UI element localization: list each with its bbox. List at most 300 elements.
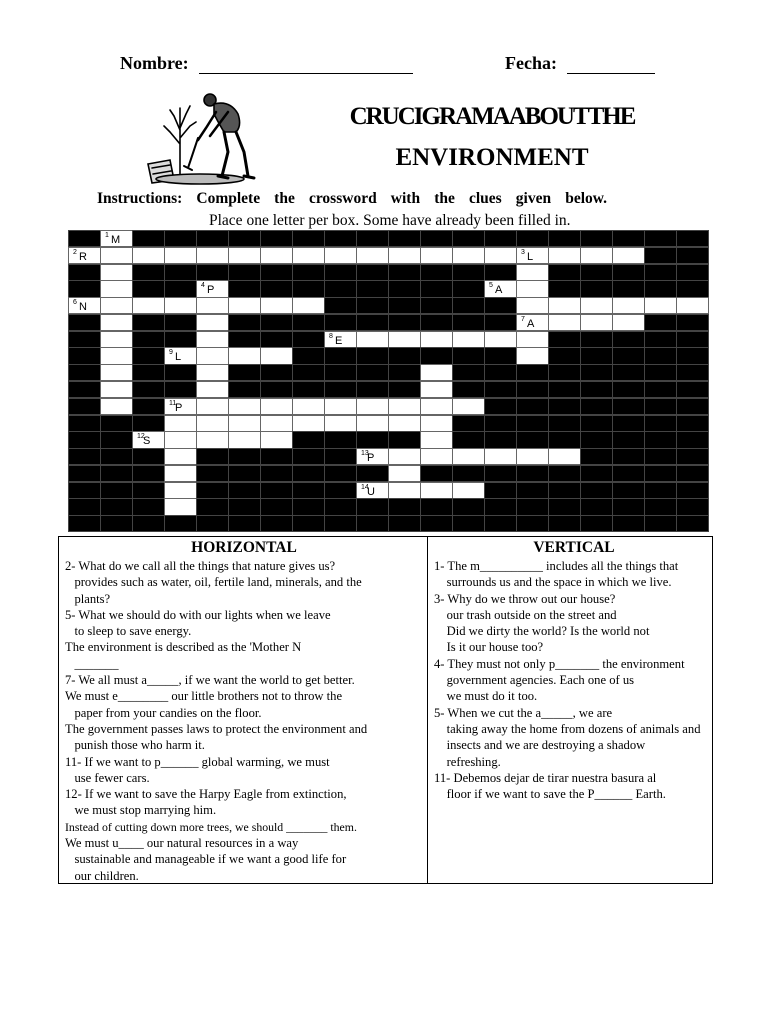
crossword-block (516, 398, 549, 415)
crossword-cell[interactable] (164, 347, 197, 364)
crossword-block (196, 465, 229, 482)
crossword-cell[interactable] (164, 431, 197, 448)
crossword-block (68, 280, 101, 297)
crossword-cell[interactable] (420, 448, 453, 465)
vertical-heading: VERTICAL (533, 539, 615, 556)
crossword-block (292, 515, 325, 532)
crossword-block (580, 415, 613, 432)
crossword-block (292, 280, 325, 297)
clue-number: 13 (361, 450, 369, 458)
crossword-cell[interactable] (260, 297, 293, 314)
crossword-block (68, 431, 101, 448)
crossword-cell[interactable] (516, 331, 549, 348)
crossword-block (644, 364, 677, 381)
crossword-block (516, 230, 549, 247)
crossword-cell[interactable] (516, 280, 549, 297)
crossword-block (132, 482, 165, 499)
crossword-cell[interactable] (548, 297, 581, 314)
crossword-block (420, 465, 453, 482)
crossword-block (420, 230, 453, 247)
crossword-block (292, 364, 325, 381)
crossword-block (292, 448, 325, 465)
crossword-block (580, 498, 613, 515)
crossword-cell[interactable] (100, 230, 133, 247)
crossword-cell[interactable] (452, 247, 485, 264)
crossword-block (100, 482, 133, 499)
crossword-cell[interactable] (196, 415, 229, 432)
crossword-block (324, 381, 357, 398)
crossword-cell[interactable] (100, 280, 133, 297)
crossword-block (292, 431, 325, 448)
crossword-cell[interactable] (164, 498, 197, 515)
crossword-cell[interactable] (388, 398, 421, 415)
date-label: Fecha: (505, 53, 557, 73)
prefilled-letter: S (143, 435, 151, 448)
crossword-block (676, 331, 709, 348)
crossword-cell[interactable] (580, 247, 613, 264)
crossword-block (612, 465, 645, 482)
crossword-block (100, 515, 133, 532)
name-blank-line[interactable] (199, 73, 413, 74)
crossword-cell[interactable] (324, 398, 357, 415)
crossword-block (356, 314, 389, 331)
crossword-block (612, 264, 645, 281)
crossword-cell[interactable] (388, 482, 421, 499)
crossword-cell[interactable] (100, 381, 133, 398)
crossword-cell[interactable] (100, 297, 133, 314)
crossword-cell[interactable] (292, 247, 325, 264)
horizontal-clue-line: to sleep to save energy. (65, 624, 192, 639)
crossword-block (260, 331, 293, 348)
crossword-cell[interactable] (292, 297, 325, 314)
crossword-block (676, 465, 709, 482)
crossword-cell[interactable] (164, 482, 197, 499)
crossword-cell[interactable] (484, 331, 517, 348)
crossword-block (452, 280, 485, 297)
clue-number: 3 (521, 248, 525, 256)
crossword-block (356, 230, 389, 247)
crossword-block (388, 498, 421, 515)
crossword-block (132, 364, 165, 381)
crossword-block (676, 515, 709, 532)
crossword-block (324, 280, 357, 297)
crossword-block (676, 415, 709, 432)
crossword-block (484, 364, 517, 381)
crossword-block (388, 381, 421, 398)
crossword-block (68, 264, 101, 281)
crossword-block (612, 347, 645, 364)
crossword-cell[interactable] (196, 331, 229, 348)
prefilled-letter: U (367, 485, 375, 498)
crossword-cell[interactable] (196, 297, 229, 314)
crossword-block (484, 398, 517, 415)
crossword-block (612, 482, 645, 499)
prefilled-letter: P (367, 452, 375, 465)
crossword-block (644, 415, 677, 432)
crossword-block (292, 498, 325, 515)
crossword-cell[interactable] (612, 297, 645, 314)
crossword-cell[interactable] (260, 347, 293, 364)
clues-table (58, 536, 713, 884)
crossword-cell[interactable] (548, 247, 581, 264)
title-line-1: CRUCIGRAMAABOUTTHE (349, 103, 635, 130)
crossword-block (68, 314, 101, 331)
crossword-cell[interactable] (516, 314, 549, 331)
crossword-cell[interactable] (356, 482, 389, 499)
crossword-cell[interactable] (516, 347, 549, 364)
crossword-cell[interactable] (164, 247, 197, 264)
crossword-cell[interactable] (388, 415, 421, 432)
crossword-cell[interactable] (132, 297, 165, 314)
crossword-block (388, 264, 421, 281)
crossword-cell[interactable] (356, 247, 389, 264)
crossword-block (292, 465, 325, 482)
crossword-block (548, 398, 581, 415)
crossword-block (676, 482, 709, 499)
crossword-cell[interactable] (612, 314, 645, 331)
crossword-cell[interactable] (516, 448, 549, 465)
crossword-block (260, 482, 293, 499)
crossword-block (388, 515, 421, 532)
crossword-block (164, 314, 197, 331)
prefilled-letter: P (207, 284, 215, 297)
crossword-block (292, 230, 325, 247)
crossword-cell[interactable] (196, 364, 229, 381)
crossword-block (132, 498, 165, 515)
crossword-block (260, 364, 293, 381)
crossword-block (452, 498, 485, 515)
crossword-block (484, 264, 517, 281)
crossword-cell[interactable] (164, 398, 197, 415)
crossword-block (676, 264, 709, 281)
crossword-block (420, 347, 453, 364)
clue-number: 5 (489, 282, 493, 290)
crossword-cell[interactable] (260, 247, 293, 264)
crossword-cell[interactable] (516, 297, 549, 314)
crossword-cell[interactable] (388, 331, 421, 348)
crossword-block (580, 482, 613, 499)
crossword-block (260, 515, 293, 532)
crossword-block (644, 398, 677, 415)
crossword-block (388, 297, 421, 314)
crossword-block (516, 515, 549, 532)
crossword-cell[interactable] (580, 314, 613, 331)
crossword-cell[interactable] (420, 381, 453, 398)
page-title (322, 96, 662, 178)
crossword-cell[interactable] (100, 247, 133, 264)
crossword-cell[interactable] (612, 247, 645, 264)
crossword-cell[interactable] (260, 398, 293, 415)
crossword-cell[interactable] (548, 448, 581, 465)
crossword-cell[interactable] (196, 398, 229, 415)
crossword-block (100, 498, 133, 515)
crossword-block (644, 381, 677, 398)
crossword-cell[interactable] (548, 314, 581, 331)
crossword-cell[interactable] (420, 398, 453, 415)
crossword-grid (68, 230, 708, 532)
horizontal-clue-line: 5- What we should do with our lights when we leave (65, 607, 331, 622)
crossword-block (420, 498, 453, 515)
crossword-cell[interactable] (196, 381, 229, 398)
crossword-block (612, 398, 645, 415)
crossword-block (548, 465, 581, 482)
crossword-block (164, 230, 197, 247)
crossword-cell[interactable] (196, 247, 229, 264)
crossword-block (132, 347, 165, 364)
crossword-cell[interactable] (484, 247, 517, 264)
crossword-block (356, 515, 389, 532)
crossword-cell[interactable] (452, 482, 485, 499)
name-label: Nombre: (120, 53, 189, 73)
crossword-block (292, 347, 325, 364)
crossword-cell[interactable] (196, 347, 229, 364)
crossword-block (644, 515, 677, 532)
crossword-block (228, 280, 261, 297)
horizontal-clue-line: The environment is described as the 'Mother N (65, 640, 302, 655)
crossword-block (644, 431, 677, 448)
crossword-cell[interactable] (580, 297, 613, 314)
crossword-block (132, 314, 165, 331)
clue-number: 1 (105, 232, 109, 239)
clue-number: 6 (73, 299, 77, 307)
crossword-block (324, 515, 357, 532)
crossword-block (580, 347, 613, 364)
prefilled-letter: N (79, 301, 87, 314)
crossword-cell[interactable] (420, 415, 453, 432)
crossword-cell[interactable] (196, 280, 229, 297)
clue-number: 9 (169, 349, 173, 357)
crossword-cell[interactable] (420, 431, 453, 448)
vertical-clue-line: taking away the home from dozens of animals and (434, 721, 701, 736)
crossword-cell[interactable] (260, 431, 293, 448)
crossword-cell[interactable] (324, 415, 357, 432)
crossword-block (260, 498, 293, 515)
crossword-block (516, 415, 549, 432)
crossword-block (68, 347, 101, 364)
crossword-block (196, 264, 229, 281)
prefilled-letter: L (527, 250, 534, 263)
crossword-cell[interactable] (196, 314, 229, 331)
crossword-block (228, 381, 261, 398)
crossword-block (644, 498, 677, 515)
crossword-cell[interactable] (100, 398, 133, 415)
crossword-block (196, 515, 229, 532)
crossword-block (132, 415, 165, 432)
crossword-cell[interactable] (324, 247, 357, 264)
horizontal-clue-line: We must e________ our little brothers not to throw the (65, 689, 343, 704)
crossword-block (676, 381, 709, 398)
crossword-cell[interactable] (356, 331, 389, 348)
crossword-block (68, 498, 101, 515)
crossword-block (452, 314, 485, 331)
crossword-block (68, 331, 101, 348)
vertical-clue-line: insects and we are destroying a shadow (434, 738, 646, 753)
crossword-block (132, 381, 165, 398)
crossword-cell[interactable] (132, 247, 165, 264)
vertical-clue-line: 11- Debemos dejar de tirar nuestra basura al (434, 770, 657, 785)
crossword-block (164, 381, 197, 398)
crossword-cell[interactable] (484, 448, 517, 465)
crossword-cell[interactable] (388, 247, 421, 264)
crossword-block (580, 280, 613, 297)
crossword-block (324, 364, 357, 381)
crossword-cell[interactable] (676, 297, 709, 314)
crossword-cell[interactable] (516, 247, 549, 264)
crossword-block (132, 264, 165, 281)
horizontal-clue-line: 2- What do we call all the things that nature gives us? (65, 559, 336, 573)
vertical-clue-line: Did we dirty the world? Is the world not (434, 624, 650, 639)
crossword-cell[interactable] (356, 415, 389, 432)
vertical-clue-line: government agencies. Each one of us (434, 673, 635, 688)
vertical-clue-line: 1- The m__________ includes all the things that (434, 559, 679, 573)
crossword-cell[interactable] (164, 465, 197, 482)
crossword-block (132, 280, 165, 297)
crossword-block (580, 331, 613, 348)
crossword-cell[interactable] (100, 347, 133, 364)
crossword-cell[interactable] (388, 448, 421, 465)
crossword-cell[interactable] (452, 331, 485, 348)
clue-number: 8 (329, 332, 333, 340)
crossword-block (292, 314, 325, 331)
crossword-block (388, 230, 421, 247)
crossword-cell[interactable] (132, 431, 165, 448)
crossword-block (452, 515, 485, 532)
crossword-block (420, 515, 453, 532)
name-field (120, 53, 413, 74)
crossword-cell[interactable] (260, 415, 293, 432)
crossword-cell[interactable] (68, 247, 101, 264)
crossword-block (356, 381, 389, 398)
crossword-cell[interactable] (228, 297, 261, 314)
crossword-block (132, 230, 165, 247)
crossword-block (548, 264, 581, 281)
crossword-block (484, 482, 517, 499)
crossword-block (676, 230, 709, 247)
crossword-block (484, 465, 517, 482)
horizontal-clue-line: 12- If we want to save the Harpy Eagle from extinction, (65, 787, 347, 802)
crossword-block (228, 482, 261, 499)
crossword-cell[interactable] (228, 431, 261, 448)
crossword-block (228, 331, 261, 348)
horizontal-clue-line: sustainable and manageable if we want a good life for (65, 852, 347, 867)
clue-number: 2 (73, 248, 77, 256)
crossword-cell[interactable] (100, 314, 133, 331)
crossword-block (164, 280, 197, 297)
crossword-block (356, 465, 389, 482)
crossword-block (100, 465, 133, 482)
crossword-block (356, 431, 389, 448)
horizontal-clue-line: _______ (65, 656, 119, 671)
crossword-cell[interactable] (164, 415, 197, 432)
crossword-cell[interactable] (644, 297, 677, 314)
crossword-cell[interactable] (452, 398, 485, 415)
crossword-block (260, 280, 293, 297)
crossword-cell[interactable] (292, 398, 325, 415)
crossword-block (228, 448, 261, 465)
crossword-block (612, 415, 645, 432)
crossword-cell[interactable] (420, 482, 453, 499)
crossword-block (292, 331, 325, 348)
crossword-block (580, 230, 613, 247)
crossword-block (548, 280, 581, 297)
horizontal-clue-line: we must stop marrying him. (65, 803, 217, 818)
crossword-cell[interactable] (228, 398, 261, 415)
crossword-cell[interactable] (164, 448, 197, 465)
crossword-cell[interactable] (484, 280, 517, 297)
crossword-cell[interactable] (356, 398, 389, 415)
crossword-cell[interactable] (420, 364, 453, 381)
crossword-block (388, 364, 421, 381)
crossword-block (388, 314, 421, 331)
crossword-block (324, 347, 357, 364)
crossword-block (100, 448, 133, 465)
crossword-cell[interactable] (516, 264, 549, 281)
crossword-block (356, 264, 389, 281)
crossword-cell[interactable] (452, 448, 485, 465)
crossword-block (68, 398, 101, 415)
prefilled-letter: A (399, 385, 407, 397)
crossword-block (676, 347, 709, 364)
crossword-block (644, 482, 677, 499)
crossword-block (196, 498, 229, 515)
horizontal-clue-line: paper from your candies on the floor. (65, 705, 262, 720)
crossword-cell[interactable] (420, 247, 453, 264)
crossword-block (580, 431, 613, 448)
crossword-cell[interactable] (100, 331, 133, 348)
crossword-cell[interactable] (100, 264, 133, 281)
crossword-block (644, 331, 677, 348)
crossword-block (228, 314, 261, 331)
crossword-cell[interactable] (356, 448, 389, 465)
crossword-cell[interactable] (324, 331, 357, 348)
crossword-block (292, 264, 325, 281)
crossword-block (324, 314, 357, 331)
crossword-block (100, 431, 133, 448)
crossword-block (324, 230, 357, 247)
person-planting-tree-icon (140, 86, 264, 186)
crossword-cell[interactable] (292, 415, 325, 432)
crossword-cell[interactable] (388, 465, 421, 482)
crossword-block (484, 297, 517, 314)
crossword-block (324, 264, 357, 281)
crossword-cell[interactable] (100, 364, 133, 381)
crossword-cell[interactable] (420, 331, 453, 348)
crossword-cell[interactable] (228, 415, 261, 432)
crossword-block (292, 381, 325, 398)
crossword-block (164, 364, 197, 381)
horizontal-clue-line: Instead of cutting down more trees, we should _______ them. (65, 819, 357, 834)
horizontal-clue-line: 11- If we want to p______ global warming, we must (65, 754, 330, 769)
crossword-block (644, 264, 677, 281)
crossword-block (356, 280, 389, 297)
crossword-block (164, 264, 197, 281)
crossword-block (388, 431, 421, 448)
crossword-block (612, 364, 645, 381)
crossword-cell[interactable] (228, 247, 261, 264)
vertical-clue-line: 4- They must not only p_______ the environment (434, 656, 685, 671)
crossword-cell[interactable] (164, 297, 197, 314)
crossword-block (420, 264, 453, 281)
crossword-block (676, 431, 709, 448)
crossword-cell[interactable] (196, 431, 229, 448)
crossword-block (132, 398, 165, 415)
crossword-cell[interactable] (228, 347, 261, 364)
date-blank-line[interactable] (567, 73, 655, 74)
crossword-block (580, 381, 613, 398)
crossword-cell[interactable] (68, 297, 101, 314)
crossword-block (580, 264, 613, 281)
prefilled-letter: E (335, 334, 343, 347)
